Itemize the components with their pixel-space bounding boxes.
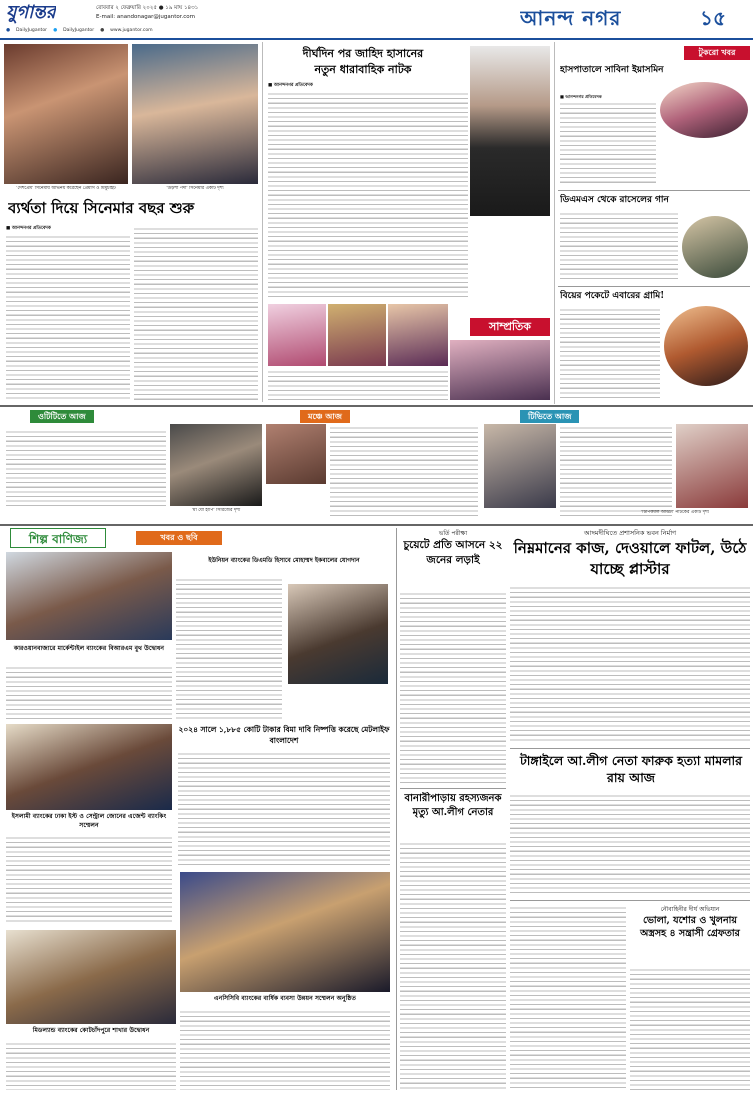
zahid-byline: ■ আনন্দনগর প্রতিবেদক <box>268 83 313 88</box>
tukro-label: টুকরো খবর <box>684 46 750 60</box>
cuet-headline: চুয়েটে প্রতি আসনে ২২ জনের লড়াই <box>403 539 503 566</box>
divider <box>400 788 506 789</box>
biz-news-label: খবর ও ছবি <box>136 531 222 545</box>
adamdighi-body <box>510 584 750 744</box>
logo: যুগান্তর <box>6 2 56 23</box>
adamdighi-headline: নিম্নমানের কাজ, দেওয়ালে ফাটল, উঠে যাচ্ছে প্লাস্টার <box>513 539 747 578</box>
kicker-cuet: ভর্তি পরীক্ষা <box>438 530 468 537</box>
caption-left-2: 'উড়শা পর্দা' সিনেমার একটি দৃশ্য <box>166 186 224 191</box>
masthead-rule <box>0 38 753 40</box>
biz-s1-headline: ইউনিয়ন ব্যাংকের ডিএমডি হিসাবে মোহাম্মদ ইকবালের যোগদান <box>208 557 360 564</box>
photo-zahid <box>470 46 550 216</box>
divider <box>510 900 750 901</box>
bhola-headline: ভোলা, যশোর ও খুলনায় অস্ত্রসহ ৪ সন্ত্রাসী গ্রেফতার <box>640 915 740 939</box>
cinema-body-2 <box>134 225 258 401</box>
biz-s6-caption: এনসিসিবি ব্যাংকের বার্ষিক ব্যবসা উন্নয়ন সম্মেলন অনুষ্ঠিত <box>213 995 357 1002</box>
biz-s5-caption: মিডল্যান্ড ব্যাংকের কোটচাঁদপুরে শাখার উদ্বোধন <box>32 1027 150 1034</box>
biz-s2-photo <box>6 552 172 640</box>
page-number: ১৫ <box>700 6 726 30</box>
biz-s6-photo <box>180 872 390 992</box>
grammy-headline: বিয়ের পকেটে এবারের গ্রামি! <box>560 291 665 301</box>
samprotik-photo-1 <box>268 304 326 366</box>
samprotik-photo-3 <box>388 304 448 366</box>
samprotik-photo-4 <box>450 340 550 400</box>
email: E-mail: anandonagar@jugantor.com <box>96 14 196 20</box>
biz-s1-photo <box>288 584 388 684</box>
ott-body <box>6 428 166 508</box>
biz-label: শিল্প বাণিজ্য <box>10 528 106 548</box>
zahid-headline-1: দীর্ঘদিন পর জাহিদ হাসানের <box>302 47 424 60</box>
tv-body <box>560 424 672 516</box>
divider <box>396 528 397 1090</box>
twitter-icon: ● <box>53 28 58 33</box>
caption-left-1: 'দেশপ্রেম' সিনেমায় অভিনয় করেছেন প্রেমাস ও মিমুচাইট <box>16 186 116 191</box>
photo-rasel <box>682 216 748 278</box>
biz-s2-body <box>6 664 172 720</box>
social-row <box>6 28 153 33</box>
biz-s1-body <box>176 576 282 720</box>
ott-caption: 'মা যো হাপি' সিরিজের দৃশ্য <box>191 508 241 513</box>
biz-s3-body <box>6 834 172 924</box>
cuet-body <box>400 590 506 786</box>
section-title: আনন্দ নগর <box>520 6 622 30</box>
tangail-headline: টাঙ্গাইলে আ.লীগ নেতা ফারুক হত্যা মামলার রায় আজ <box>519 753 743 785</box>
divider <box>262 42 263 402</box>
biz-s5-photo <box>6 930 176 1024</box>
bhola-body <box>510 904 626 1090</box>
masthead <box>0 0 753 40</box>
facebook-icon: ● <box>6 28 11 33</box>
banaripara-headline: বানারীপাড়ায় রহস্যজনক মৃত্যু আ.লীগ নেতার <box>404 793 502 818</box>
photo-film <box>132 44 258 184</box>
biz-s5-body <box>6 1040 176 1090</box>
divider <box>554 42 555 404</box>
social-twitter[interactable]: DailyJugantor <box>63 28 95 33</box>
rasel-body <box>560 210 678 282</box>
sabina-body <box>560 100 656 184</box>
zahid-body <box>268 90 468 300</box>
biz-s2-headline: কারওয়ানবাজারে মার্কেন্টাইল ব্যাংকের বিআরএম বুথ উদ্বোধন <box>13 645 165 652</box>
zahid-headline-2: নতুন ধারাবাহিক নাটক <box>314 63 412 76</box>
rasel-headline: ডিএমএস থেকে রাসেলের গান <box>560 195 669 205</box>
tangail-body <box>510 792 750 896</box>
biz-s3-headline: ইসলামী ব্যাংকের ঢাকা ইস্ট ও সেন্ট্রাল জোনের এজেন্ট ব্যাংকিং সম্মেলন <box>11 813 167 829</box>
kicker-adamdighi: আদমদীঘিতে প্রশাসনিক ভবন নির্মাণ <box>583 529 677 537</box>
divider <box>0 405 753 407</box>
divider <box>558 286 750 287</box>
biz-s4-headline: ২০২৪ সালে ১,৮৮৫ কোটি টাকার বিমা দাবি নিষ্পত্তি করেছে মেটলাইফ বাংলাদেশ <box>178 725 390 745</box>
kicker-navy: নৌবাহিনীর দীর্ঘ অভিযান <box>660 906 720 913</box>
samprotik-label: সাম্প্রতিক <box>470 318 550 336</box>
samprotik-photo-2 <box>328 304 386 366</box>
sabina-headline: হাসপাতালে সাবিনা ইয়াসমিন <box>560 65 664 75</box>
divider <box>0 524 753 526</box>
date-line: রোববার ২ ফেব্রুয়ারি ২০২৫ ● ১৯ মাঘ ১৪৩১ <box>96 5 199 11</box>
stage-label: মঞ্চে আজ <box>300 410 350 423</box>
photo-couple <box>4 44 128 184</box>
divider <box>558 190 750 191</box>
tv-label: টিভিতে আজ <box>520 410 579 423</box>
photo-sabina <box>660 82 748 138</box>
biz-s6-body <box>180 1008 390 1090</box>
biz-s4-body <box>178 750 390 868</box>
social-facebook[interactable]: DailyJugantor <box>16 28 48 33</box>
samprotik-body <box>268 368 448 402</box>
biz-s3-photo <box>6 724 172 810</box>
ott-label: ওটিটিতে আজ <box>30 410 94 423</box>
cinema-body <box>6 233 130 401</box>
stage-body <box>330 424 478 516</box>
cinema-headline: ব্যর্থতা দিয়ে সিনেমার বছর শুরু <box>8 199 195 217</box>
social-web[interactable]: www.jugantor.com <box>110 28 153 33</box>
tv-photo-1 <box>484 424 556 508</box>
bhola-body-2 <box>630 966 750 1090</box>
banaripara-body <box>400 840 506 1090</box>
stage-photo <box>266 424 326 484</box>
tv-caption: 'টিপিক্যাল আড্ডা' নাটকের একটি দৃশ্য <box>641 510 709 515</box>
divider <box>510 748 750 749</box>
ott-photo <box>170 424 262 506</box>
photo-grammy <box>664 306 748 386</box>
web-icon: ● <box>100 28 105 33</box>
grammy-body <box>560 306 660 398</box>
tv-photo-2 <box>676 424 748 508</box>
sabina-byline: ■ আনন্দনগর প্রতিবেদক <box>560 94 602 99</box>
cinema-byline: ■ আনন্দনগর প্রতিবেদক <box>6 226 51 231</box>
